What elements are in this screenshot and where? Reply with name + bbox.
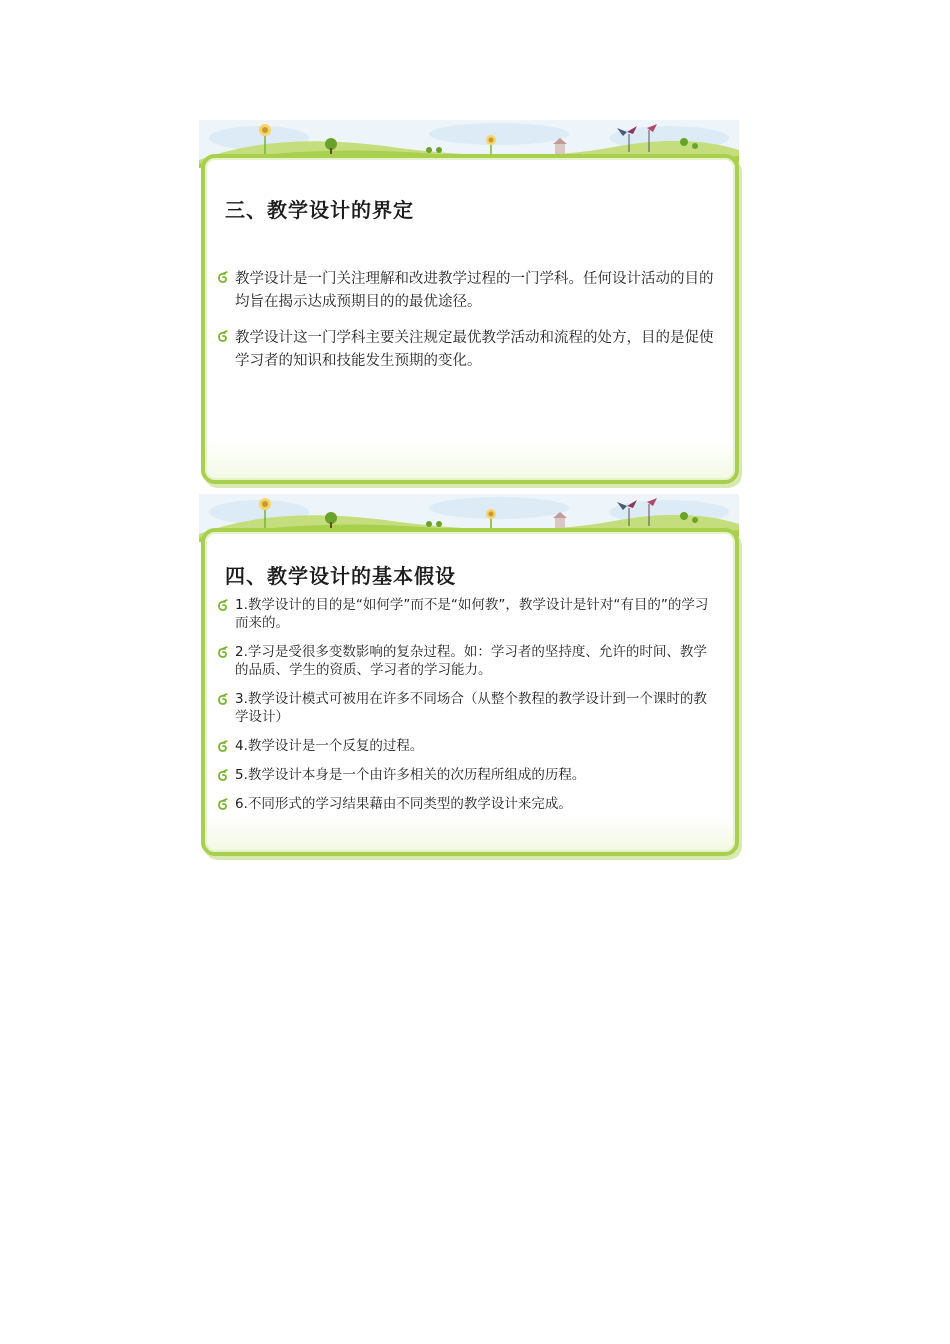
list-item-text: 6.不同形式的学习结果藉由不同类型的教学设计来完成。	[235, 796, 572, 812]
list-item-text: 教学设计是一门关注理解和改进教学过程的一门学科。任何设计活动的目的均旨在揭示达成预期目的的最优途径。	[235, 271, 714, 310]
swirl-bullet-icon	[215, 646, 229, 660]
swirl-bullet-icon	[215, 769, 229, 783]
list-item	[215, 795, 715, 813]
swirl-bullet-icon	[215, 330, 229, 344]
list-item	[215, 268, 715, 314]
swirl-bullet-icon	[215, 693, 229, 707]
list-item-text: 3.教学设计模式可被用在许多不同场合（从整个教程的教学设计到一个课时的教学设计）	[235, 691, 707, 725]
list-item-text: 教学设计这一门学科主要关注规定最优教学活动和流程的处方，目的是促使学习者的知识和技能发生预期的变化。	[235, 330, 714, 369]
list-item	[215, 737, 715, 755]
slide-title: 四、教学设计的基本假设	[225, 564, 456, 588]
list-item	[215, 327, 715, 373]
list-item	[215, 766, 715, 784]
slide-assumptions	[199, 494, 739, 862]
list-item	[215, 596, 715, 632]
swirl-bullet-icon	[215, 798, 229, 812]
swirl-bullet-icon	[215, 740, 229, 754]
list-item-text: 4.教学设计是一个反复的过程。	[235, 738, 424, 754]
slide-definition	[199, 120, 739, 490]
list-item	[215, 690, 715, 726]
list-item	[215, 643, 715, 679]
swirl-bullet-icon	[215, 599, 229, 613]
bullet-list	[215, 596, 715, 824]
bullet-list	[215, 268, 715, 386]
slide-title: 三、教学设计的界定	[225, 198, 414, 222]
list-item-text: 5.教学设计本身是一个由许多相关的次历程所组成的历程。	[235, 767, 586, 783]
list-item-text: 2.学习是受很多变数影响的复杂过程。如：学习者的坚持度、允许的时间、教学的品质、学生的资质、学习者的学习能力。	[235, 644, 707, 678]
list-item-text: 1.教学设计的目的是“如何学”而不是“如何教”，教学设计是针对“有目的”的学习而来的。	[235, 597, 709, 631]
swirl-bullet-icon	[215, 271, 229, 285]
